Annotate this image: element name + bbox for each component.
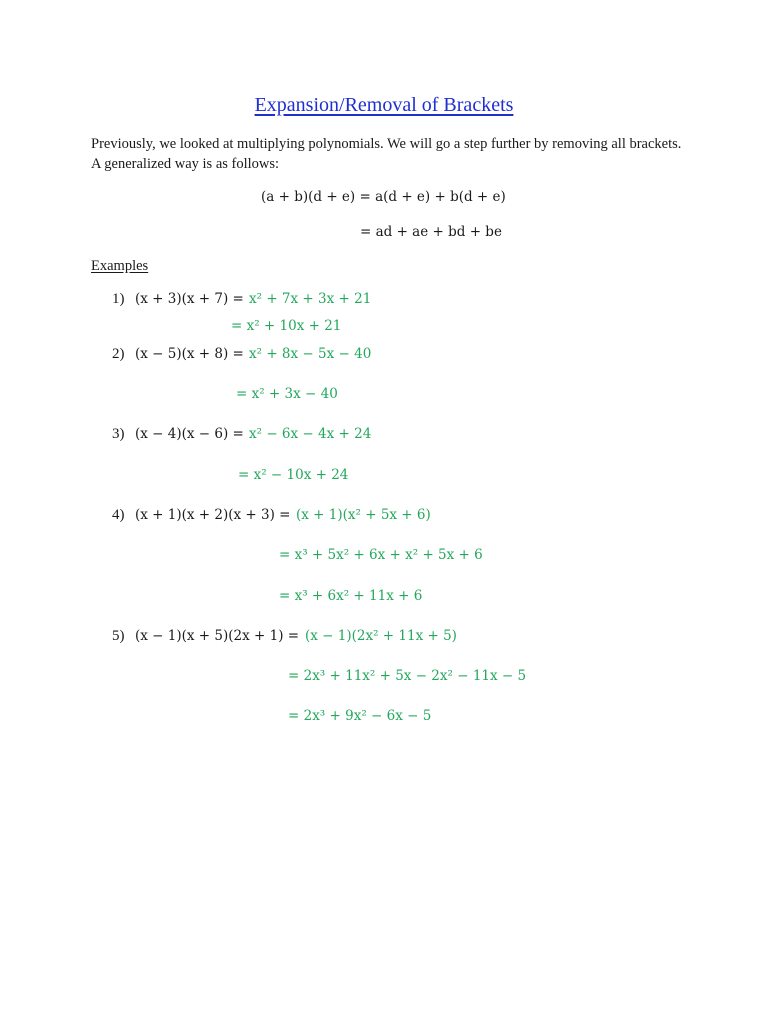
- example-2-step-2: = x² + 3x − 40: [236, 386, 338, 402]
- general-formula-line-2: = ad + ae + bd + be: [360, 224, 502, 240]
- example-2-step-1: x² + 8x − 5x − 40: [249, 346, 372, 362]
- example-1-step-2: = x² + 10x + 21: [231, 318, 342, 334]
- example-5-step-2: = 2x³ + 11x² + 5x − 2x² − 11x − 5: [288, 668, 527, 684]
- example-5-question: (x − 1)(x + 5)(2x + 1) =: [135, 628, 300, 644]
- example-3-question: (x − 4)(x − 6) =: [135, 426, 244, 442]
- example-1-question: (x + 3)(x + 7) =: [135, 291, 244, 307]
- example-4-question: (x + 1)(x + 2)(x + 3) =: [135, 507, 291, 523]
- example-1-number: 1): [112, 291, 125, 307]
- general-formula-line-1: (a + b)(d + e) = a(d + e) + b(d + e): [261, 189, 506, 205]
- example-3-step-2: = x² − 10x + 24: [238, 467, 349, 483]
- example-3-step-1: x² − 6x − 4x + 24: [249, 426, 372, 442]
- example-5-step-1: (x − 1)(2x² + 11x + 5): [305, 628, 457, 644]
- example-5-number: 5): [112, 628, 125, 644]
- example-4-step-2: = x³ + 5x² + 6x + x² + 5x + 6: [279, 547, 483, 563]
- example-4-step-1: (x + 1)(x² + 5x + 6): [296, 507, 431, 523]
- page-title: Expansion/Removal of Brackets: [254, 94, 514, 116]
- example-4-step-3: = x³ + 6x² + 11x + 6: [279, 588, 423, 604]
- example-4-number: 4): [112, 507, 125, 523]
- example-2-number: 2): [112, 346, 125, 362]
- examples-heading: Examples: [91, 258, 149, 274]
- example-1-step-1: x² + 7x + 3x + 21: [249, 291, 372, 307]
- example-2-question: (x − 5)(x + 8) =: [135, 346, 244, 362]
- intro-paragraph: Previously, we looked at multiplying polynomials. We will go a step further by removing all brackets. A generalized way is as follows:: [91, 136, 682, 172]
- example-5-step-3: = 2x³ + 9x² − 6x − 5: [288, 708, 432, 724]
- example-3-number: 3): [112, 426, 125, 442]
